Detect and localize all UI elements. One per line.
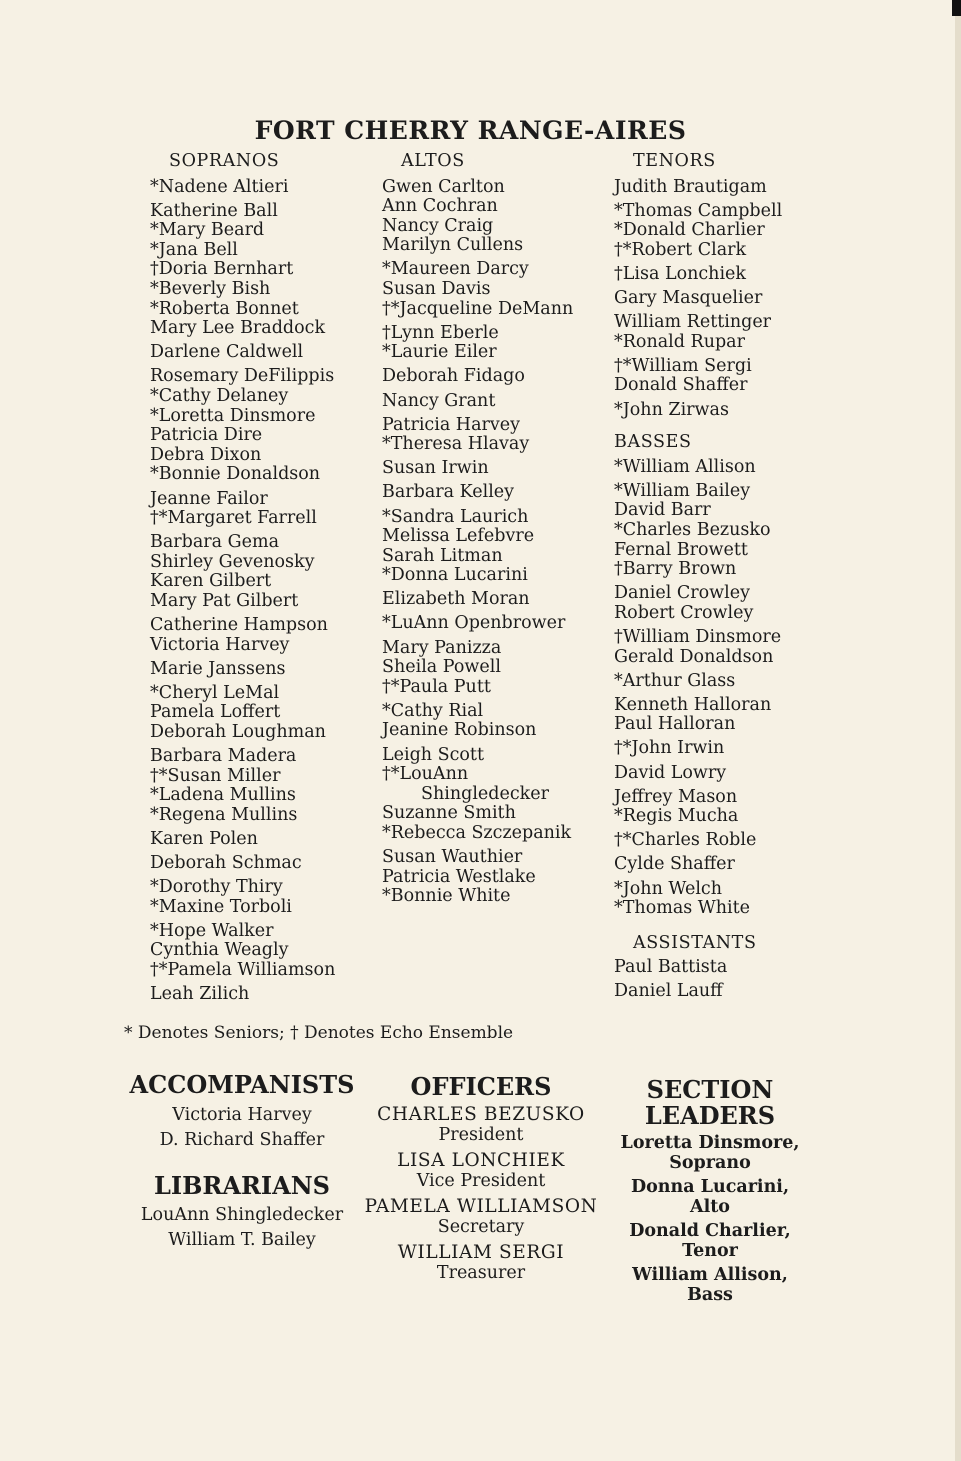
alto-name: Jeanine Robinson [382, 720, 537, 741]
basses-header: BASSES [614, 432, 692, 453]
bass-name: Gerald Donaldson [614, 646, 774, 667]
bass-name: †Barry Brown [614, 559, 737, 580]
soprano-name: †*Susan Miller [150, 765, 281, 786]
bass-name: Jeffrey Mason [614, 786, 738, 807]
bass-name: *Arthur Glass [614, 670, 736, 691]
tenor-name: William Rettinger [614, 312, 772, 333]
alto-name: *Donna Lucarini [382, 565, 528, 586]
edge-mark [952, 0, 961, 16]
section-leaders-block [610, 1077, 810, 1309]
soprano-name: Pamela Loffert [150, 702, 281, 723]
alto-name: *Maureen Darcy [382, 259, 529, 280]
section-leader-part: Bass [687, 1285, 733, 1305]
bass-name: *Thomas White [614, 898, 751, 919]
soprano-name: Cynthia Weagly [150, 940, 289, 961]
soprano-name: *Loretta Dinsmore [150, 405, 316, 426]
assistants-header: ASSISTANTS [633, 932, 757, 953]
alto-name: Susan Davis [382, 279, 491, 300]
soprano-name: Deborah Schmac [150, 853, 302, 874]
soprano-name: *Jana Bell [150, 239, 238, 260]
alto-name: Susan Irwin [382, 458, 489, 479]
alto-name: Ann Cochran [382, 196, 498, 217]
alto-name: †*Jacqueline DeMann [382, 298, 574, 319]
alto-name: Barbara Kelley [382, 482, 515, 503]
soprano-name: Katherine Ball [150, 200, 278, 221]
section-leader-name: Donald Charlier, [629, 1221, 791, 1241]
sopranos-column [150, 152, 335, 1005]
tenor-name: †*William Sergi [614, 355, 752, 376]
alto-name: Sheila Powell [382, 657, 501, 678]
tenor-name: †Lisa Lonchiek [614, 263, 747, 284]
soprano-name: *Dorothy Thiry [150, 877, 283, 898]
tenor-name: Donald Shaffer [614, 375, 748, 396]
bass-name: *William Bailey [614, 480, 751, 501]
soprano-name: Barbara Madera [150, 746, 297, 767]
alto-name: Susan Wauthier [382, 847, 523, 867]
accompanist-name: Victoria Harvey [172, 1105, 312, 1125]
officer-role: Treasurer [436, 1263, 526, 1283]
soprano-name: *Mary Beard [150, 220, 265, 241]
page-edge [955, 0, 961, 1461]
soprano-name: Mary Lee Braddock [150, 318, 326, 339]
soprano-name: *Beverly Bish [150, 279, 271, 300]
tenor-name: *John Zirwas [614, 399, 729, 420]
soprano-name: *Bonnie Donaldson [150, 464, 321, 485]
alto-name: Gwen Carlton [382, 176, 505, 197]
alto-name: Melissa Lefebvre [382, 526, 535, 547]
altos-column [382, 152, 573, 907]
alto-name: †*Paula Putt [382, 676, 491, 697]
soprano-name: *Nadene Altieri [150, 176, 289, 197]
alto-name: †Lynn Eberle [382, 322, 499, 343]
bass-name: Paul Halloran [614, 714, 736, 735]
accompanists-block [126, 1072, 358, 1151]
soprano-name: *Regena Mullins [150, 804, 298, 825]
alto-name: *Bonnie White [382, 886, 511, 907]
section-leader-name: Loretta Dinsmore, [620, 1133, 800, 1153]
officers-header: OFFICERS [410, 1072, 552, 1101]
alto-name: Patricia Westlake [382, 866, 536, 887]
section-leader-part: Soprano [669, 1153, 751, 1173]
tenor-name: *Donald Charlier [614, 220, 765, 241]
altos-header: ALTOS [401, 151, 465, 171]
tenor-name: †*Robert Clark [614, 239, 747, 260]
soprano-name: Victoria Harvey [150, 634, 290, 655]
bass-name: Kenneth Halloran [614, 694, 772, 715]
alto-name: Nancy Craig [382, 215, 494, 236]
assistant-name: Paul Battista [614, 957, 728, 978]
alto-name: *Sandra Laurich [382, 506, 529, 527]
page-title: FORT CHERRY RANGE-AIRES [254, 116, 687, 145]
soprano-name: Darlene Caldwell [150, 342, 304, 363]
alto-name: Mary Panizza [382, 637, 502, 658]
legend-note: * Denotes Seniors; † Denotes Echo Ensemble [124, 1023, 514, 1043]
alto-name: Deborah Fidago [382, 366, 525, 387]
bass-name: Daniel Crowley [614, 583, 750, 604]
bass-name: *John Welch [614, 878, 722, 899]
librarians-block [126, 1173, 358, 1251]
librarians-header: LIBRARIANS [153, 1171, 330, 1200]
officer-name: CHARLES BEZUSKO [377, 1104, 585, 1125]
assistant-name: Daniel Lauff [614, 981, 723, 1002]
soprano-name: Marie Janssens [150, 658, 286, 679]
bass-name: †William Dinsmore [614, 626, 782, 647]
section-leaders-header: SECTION [646, 1075, 774, 1104]
officer-name: PAMELA WILLIAMSON [364, 1196, 598, 1217]
alto-name: Elizabeth Moran [382, 589, 530, 610]
bass-name: Cylde Shaffer [614, 854, 735, 875]
alto-name: *LuAnn Openbrower [382, 613, 566, 634]
soprano-name: Karen Polen [150, 829, 258, 849]
section-leader-name: William Allison, [632, 1265, 788, 1285]
soprano-name: †*Pamela Williamson [150, 960, 336, 981]
tenor-name: Gary Masquelier [614, 288, 763, 309]
alto-name: Patricia Harvey [382, 414, 521, 435]
officers-block [350, 1074, 612, 1288]
soprano-name: Mary Pat Gilbert [150, 590, 299, 611]
soprano-name: *Maxine Torboli [150, 896, 292, 917]
soprano-name: Jeanne Failor [150, 488, 268, 509]
sopranos-header: SOPRANOS [169, 151, 280, 171]
soprano-name: *Hope Walker [150, 920, 274, 941]
officer-name: WILLIAM SERGI [397, 1242, 565, 1263]
soprano-name: Shirley Gevenosky [150, 551, 315, 572]
soprano-name: Barbara Gema [150, 532, 280, 553]
section-leader-part: Tenor [682, 1241, 738, 1261]
librarian-name: William T. Bailey [168, 1230, 316, 1250]
tenor-name: *Ronald Rupar [614, 331, 745, 352]
bass-name: †*John Irwin [614, 738, 725, 759]
bass-name: David Lowry [614, 762, 727, 783]
tenor-name: Judith Brautigam [614, 176, 767, 197]
officer-role: President [438, 1125, 524, 1145]
soprano-name: †*Margaret Farrell [150, 508, 317, 529]
bass-name: Fernal Browett [614, 539, 748, 560]
alto-name: *Rebecca Szczepanik [382, 822, 572, 843]
librarian-name: LouAnn Shingledecker [140, 1205, 344, 1225]
bass-name: *William Allison [614, 456, 756, 477]
bass-name: Robert Crowley [614, 602, 754, 623]
accompanist-name: D. Richard Shaffer [159, 1130, 325, 1150]
accompanists-header: ACCOMPANISTS [129, 1070, 355, 1099]
alto-name: Marilyn Cullens [382, 235, 524, 256]
soprano-name: Catherine Hampson [150, 615, 328, 636]
alto-name: *Theresa Hlavay [382, 434, 530, 455]
section-leaders-header: LEADERS [644, 1101, 776, 1130]
soprano-name: Karen Gilbert [150, 571, 272, 592]
officer-name: LISA LONCHIEK [397, 1150, 565, 1171]
bass-name: *Regis Mucha [614, 806, 739, 827]
alto-name: Nancy Grant [382, 390, 496, 411]
alto-name: †*LouAnn [382, 764, 469, 785]
alto-name: *Cathy Rial [382, 700, 484, 721]
bass-name: David Barr [614, 500, 711, 521]
bass-name: †*Charles Roble [614, 830, 757, 851]
tenors-basses-column [614, 152, 782, 1002]
alto-name: Sarah Litman [382, 545, 503, 566]
soprano-name: Deborah Loughman [150, 722, 326, 743]
soprano-name: *Cathy Delaney [150, 386, 289, 407]
soprano-name: *Ladena Mullins [150, 785, 296, 806]
officer-role: Secretary [437, 1217, 525, 1237]
section-leader-part: Alto [690, 1197, 730, 1217]
tenors-header: TENORS [633, 151, 716, 171]
bass-name: *Charles Bezusko [614, 520, 771, 540]
soprano-name: Debra Dixon [150, 444, 262, 465]
alto-name: *Laurie Eiler [382, 342, 497, 363]
alto-name: Leigh Scott [382, 744, 485, 765]
soprano-name: †Doria Bernhart [150, 259, 294, 280]
alto-name: Shingledecker [421, 783, 549, 804]
section-leader-name: Donna Lucarini, [630, 1177, 790, 1197]
officer-role: Vice President [416, 1171, 546, 1191]
alto-name: Suzanne Smith [382, 803, 516, 824]
tenor-name: *Thomas Campbell [614, 200, 783, 221]
soprano-name: Patricia Dire [150, 425, 263, 446]
soprano-name: Leah Zilich [150, 984, 250, 1005]
soprano-name: *Roberta Bonnet [150, 298, 299, 319]
soprano-name: Rosemary DeFilippis [150, 366, 335, 387]
soprano-name: *Cheryl LeMal [150, 682, 280, 703]
